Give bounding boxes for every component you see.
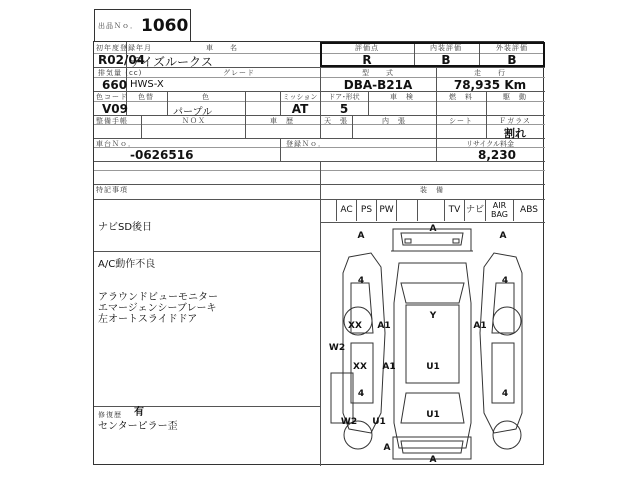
exterior-score-value: B [507, 53, 517, 67]
registration-label: 登録Ｎｏ． [286, 140, 326, 148]
fuel-label: 燃 料 [449, 93, 473, 101]
equipment-blank-3 [418, 199, 445, 221]
chassis-value: -0626516 [130, 148, 194, 162]
equipment-pw: PW [377, 199, 397, 221]
interior-lining-label: 内 張 [382, 117, 406, 125]
inspection-label: 車 検 [390, 93, 414, 101]
displacement-value: 660 [102, 78, 128, 92]
mark-tire-fr: 4 [501, 276, 509, 286]
mark-rear-w2: W2 [340, 417, 358, 427]
mark-floor: U1 [426, 362, 440, 372]
equipment-label: 装 備 [420, 186, 444, 194]
doors-value: 5 [339, 102, 349, 116]
repair-value: 有 [134, 407, 144, 418]
color-label: 色 [202, 93, 210, 101]
note-line-1: ナビSD後日 [98, 222, 153, 233]
mark-door-left-1: A1 [377, 321, 391, 331]
mission-value: AT [291, 102, 309, 116]
car-name-value: デイズルークス [130, 55, 213, 69]
repair-label: 修復歴 [98, 411, 122, 419]
grade-value: HWS-X [130, 79, 164, 90]
model-value: DBA-B21A [343, 78, 413, 92]
color-value: パープル [173, 107, 213, 118]
lot-number-value: 1060 [141, 16, 189, 36]
manual-label: 整備手帳 [96, 117, 128, 125]
roof-label: 天 張 [324, 117, 348, 125]
mark-rear-a: A [383, 443, 391, 453]
mark-roof: Y [429, 311, 437, 321]
nox-label: ＮＯＸ [182, 117, 206, 125]
mileage-label: 走 行 [474, 69, 506, 77]
doors-label: ドア･形状 [328, 93, 360, 101]
chassis-label: 車台Ｎｏ． [96, 140, 136, 148]
mark-pillar-left-2: XX [353, 362, 367, 372]
recycle-label: リサイクル料金 [465, 140, 515, 148]
drive-label: 駆 動 [503, 93, 527, 101]
note-line-5: 左オートスライドドア [98, 314, 198, 325]
equipment-navi: ナビ [465, 199, 486, 221]
equipment-blank-2 [397, 199, 418, 221]
color-code-value: V09 [102, 102, 128, 116]
grade-label: グレード [223, 69, 255, 77]
recycle-value: 8,230 [478, 148, 516, 162]
equipment-tv: TV [445, 199, 465, 221]
mark-side-w2: W2 [328, 343, 346, 353]
history-label: 車 歴 [270, 117, 294, 125]
color-change-label: 色替 [138, 93, 154, 101]
inspection-sheet [93, 16, 544, 465]
note-line-3: アラウンドビューモニター [98, 292, 218, 303]
equipment-airbag: AIR BAG [486, 199, 514, 221]
repair-detail: センターピラー歪 [98, 421, 178, 432]
mark-tire-rl: 4 [357, 389, 365, 399]
model-label: 型 式 [362, 69, 394, 77]
mark-rear-u1: U1 [372, 417, 386, 427]
interior-score-label: 内装評価 [430, 44, 462, 52]
mark-door-right-1: A1 [473, 321, 487, 331]
first-reg-value: R02/04 [98, 53, 146, 67]
displacement-label: 排気量 (cc) [98, 69, 143, 77]
score-label: 評価点 [355, 44, 379, 52]
exterior-score-label: 外装評価 [496, 44, 528, 52]
note-line-4: エマージェンシーブレーキ [98, 303, 217, 314]
mark-tire-rr: 4 [501, 389, 509, 399]
mark-pillar-left: XX [348, 321, 362, 331]
seat-label: シート [449, 117, 473, 125]
notes-label: 特記事項 [96, 186, 128, 194]
mark-front-left: A [357, 231, 365, 241]
equipment-ps: PS [357, 199, 377, 221]
equipment-blank-1 [320, 199, 337, 221]
first-reg-label: 初年度登録年月 [96, 44, 152, 52]
mileage-value: 78,935 Km [453, 78, 527, 92]
interior-score-value: B [441, 53, 451, 67]
mark-rear-floor: U1 [426, 410, 440, 420]
lot-number-label: 出品Ｎｏ． [98, 22, 138, 30]
glass-value: 割れ [504, 127, 526, 140]
mission-label: ミッション [282, 93, 318, 101]
lot-number-box [94, 9, 191, 41]
glass-label: Ｆガラス [499, 117, 531, 125]
equipment-ac: AC [337, 199, 357, 221]
mark-front-top: A [429, 224, 437, 234]
color-code-label: 色コード [96, 93, 128, 101]
score-value: R [362, 53, 372, 67]
mark-front-right: A [499, 231, 507, 241]
mark-bottom-a: A [429, 455, 437, 465]
note-line-2: A/C動作不良 [98, 259, 156, 270]
mark-tire-fl: 4 [357, 276, 365, 286]
car-name-label: 車 名 [206, 44, 238, 52]
equipment-abs: ABS [520, 204, 538, 215]
car-damage-diagram [321, 223, 544, 465]
mark-door-left-2: A1 [382, 362, 396, 372]
